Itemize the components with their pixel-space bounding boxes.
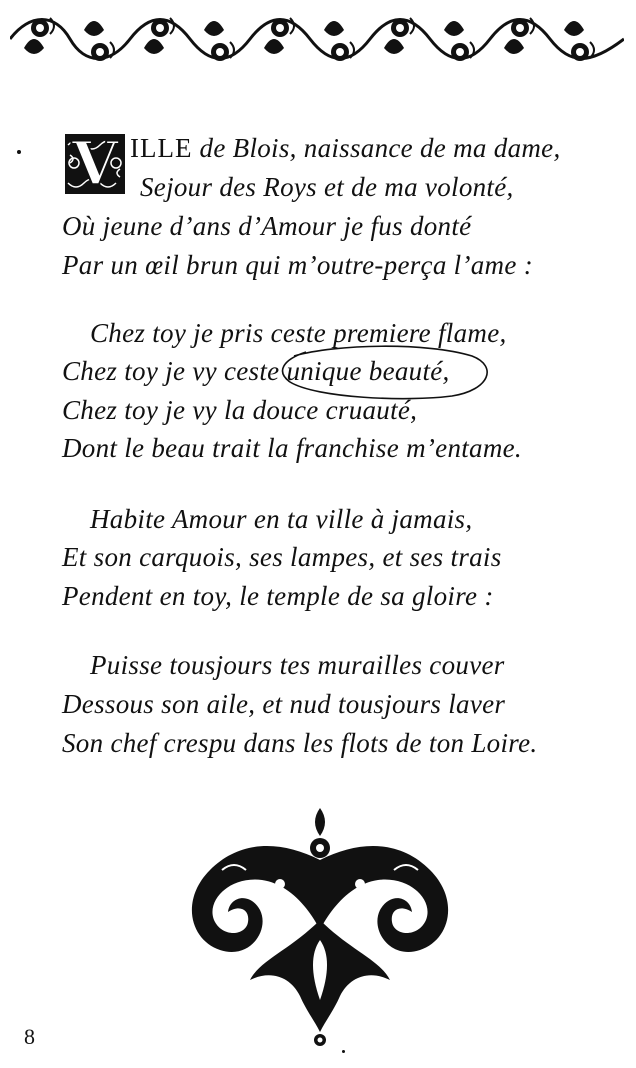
poem-line: Son chef crespu dans les flots de ton Loire.: [62, 728, 538, 758]
page-number: 8: [24, 1024, 35, 1049]
poem-line: Chez toy je pris ceste premiere flame,: [90, 318, 507, 348]
poem-line: Pendent en toy, le temple de sa gloire :: [62, 581, 494, 611]
poem-line: Chez toy je vy la douce cruauté,: [62, 395, 418, 425]
poem-line: Où jeune d’ans d’Amour je fus donté: [62, 211, 472, 241]
poem-line: Puisse tousjours tes murailles couver: [90, 650, 505, 680]
poem-line-text: de Blois, naissance de ma dame,: [192, 133, 561, 163]
bottom-dot: [342, 1050, 345, 1053]
poem-line: Dont le beau trait la franchise m’entame.: [62, 433, 522, 463]
poem-line: [130, 131, 561, 165]
hand-drawn-circle-mark-icon: [276, 340, 496, 402]
poem-line: Habite Amour en ta ville à jamais,: [90, 504, 473, 534]
poem-line: Et son carquois, ses lampes, et ses trais: [62, 542, 502, 572]
poem-line: Chez toy je vy ceste unique beauté,: [62, 356, 450, 386]
poem-line: Sejour des Roys et de ma volonté,: [140, 172, 514, 202]
poem-line: Dessous son aile, et nud tousjours laver: [62, 689, 506, 719]
first-word-rest: ILLE: [130, 133, 193, 163]
poem-line: Par un œil brun qui m’outre-perça l’ame :: [62, 250, 533, 280]
dropcap-letter: V: [71, 129, 119, 199]
fleuron-ornament-icon: [170, 800, 470, 1048]
